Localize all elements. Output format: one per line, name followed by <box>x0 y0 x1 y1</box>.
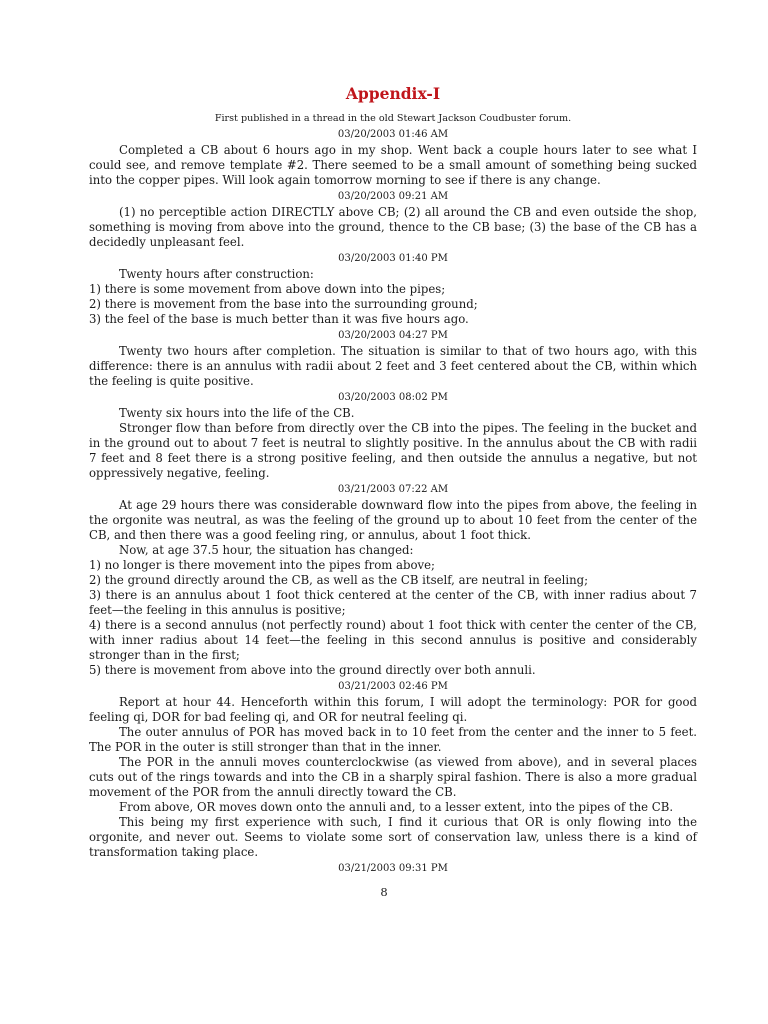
forum-entry <box>89 483 697 678</box>
entry-list-item: 3) the feel of the base is much better than it was five hours ago. <box>89 312 469 326</box>
entry-paragraph: Stronger flow than before from directly over the CB into the pipes. The feeling in the bucket and in the ground out to about 7 feet is neutral to slightly positive. In the annulus about the CB with radii 7 feet and 8 feet there is a strong positive feeling, and then outside the annulus a negative, but not oppressively negative, feeling. <box>89 421 697 480</box>
entry-timestamp: 03/21/2003 09:31 PM <box>338 863 448 874</box>
entry-paragraph: Completed a CB about 6 hours ago in my shop. Went back a couple hours later to see what I could see, and remove template #2. There seemed to be a small amount of something being sucked into the copper pipes. Will look again tomorrow morning to see if there is any change. <box>89 143 697 187</box>
page-title: Appendix-I <box>345 84 441 103</box>
entry-timestamp: 03/20/2003 01:40 PM <box>338 253 448 264</box>
entry-paragraph: Twenty hours after construction: <box>119 267 314 281</box>
entry-paragraph: The outer annulus of POR has moved back in to 10 feet from the center and the inner to 5 feet. The POR in the outer is still stronger than that in the inner. <box>89 725 697 754</box>
entry-timestamp: 03/20/2003 04:27 PM <box>338 330 448 341</box>
forum-entry <box>89 252 697 327</box>
forum-entry <box>89 680 697 860</box>
forum-entries <box>89 128 697 875</box>
entry-list-item: 3) there is an annulus about 1 foot thick centered at the center of the CB, with inner radius about 7 feet—the feeling in this annulus is positive; <box>89 588 697 617</box>
entry-list-item: 1) there is some movement from above down into the pipes; <box>89 282 446 296</box>
forum-entry <box>89 391 697 481</box>
entry-timestamp: 03/20/2003 01:46 AM <box>337 129 449 140</box>
page-number: 8 <box>380 885 388 899</box>
entry-paragraph: Twenty two hours after completion. The situation is similar to that of two hours ago, with this difference: there is an annulus with radii about 2 feet and 3 feet centered about the CB, within which the feeling is quite positive. <box>89 344 697 388</box>
entry-paragraph: At age 29 hours there was considerable downward flow into the pipes from above, the feeling in the orgonite was neutral, as was the feeling of the ground up to about 10 feet from the center of the CB, and then there was a good feeling ring, or annulus, about 1 foot thick. <box>89 498 697 542</box>
entry-list-item: 2) the ground directly around the CB, as well as the CB itself, are neutral in feeling; <box>89 573 589 587</box>
entry-list-item: 2) there is movement from the base into the surrounding ground; <box>89 297 478 311</box>
entry-paragraph: Now, at age 37.5 hour, the situation has changed: <box>119 543 414 557</box>
entry-timestamp: 03/20/2003 08:02 PM <box>338 392 448 403</box>
entry-paragraph: Report at hour 44. Henceforth within this forum, I will adopt the terminology: POR for good feeling qi, DOR for bad feeling qi, and OR for neutral feeling qi. <box>89 695 697 724</box>
forum-entry <box>89 862 697 875</box>
entry-paragraph: (1) no perceptible action DIRECTLY above CB; (2) all around the CB and even outside the shop, something is moving from above into the ground, thence to the CB base; (3) the base of the CB has a decidedly unpleasant feel. <box>89 205 697 249</box>
entry-paragraph: The POR in the annuli moves counterclockwise (as viewed from above), and in several places cuts out of the rings towards and into the CB in a sharply spiral fashion. There is also a more gradual movement of the POR from the annuli directly toward the CB. <box>89 755 697 799</box>
entry-paragraph: From above, OR moves down onto the annuli and, to a lesser extent, into the pipes of the CB. <box>119 800 674 814</box>
document-page <box>89 84 697 877</box>
forum-entry <box>89 128 697 188</box>
entry-list-item: 4) there is a second annulus (not perfectly round) about 1 foot thick with center the center of the CB, with inner radius about 14 feet—the feeling in this second annulus is positive and considerably stronger than in the first; <box>89 618 697 662</box>
entry-timestamp: 03/20/2003 09:21 AM <box>337 191 449 202</box>
intro-note: First published in a thread in the old Stewart Jackson Coudbuster forum. <box>214 113 572 124</box>
entry-timestamp: 03/21/2003 07:22 AM <box>337 484 449 495</box>
entry-list-item: 5) there is movement from above into the ground directly over both annuli. <box>89 663 536 677</box>
entry-list-item: 1) no longer is there movement into the pipes from above; <box>89 558 435 572</box>
forum-entry <box>89 190 697 250</box>
entry-paragraph: Twenty six hours into the life of the CB. <box>119 406 355 420</box>
forum-entry <box>89 329 697 389</box>
entry-timestamp: 03/21/2003 02:46 PM <box>338 681 448 692</box>
entry-paragraph: This being my first experience with such, I find it curious that OR is only flowing into the orgonite, and never out. Seems to violate some sort of conservation law, unless there is a kind of transformation taking place. <box>89 815 697 859</box>
